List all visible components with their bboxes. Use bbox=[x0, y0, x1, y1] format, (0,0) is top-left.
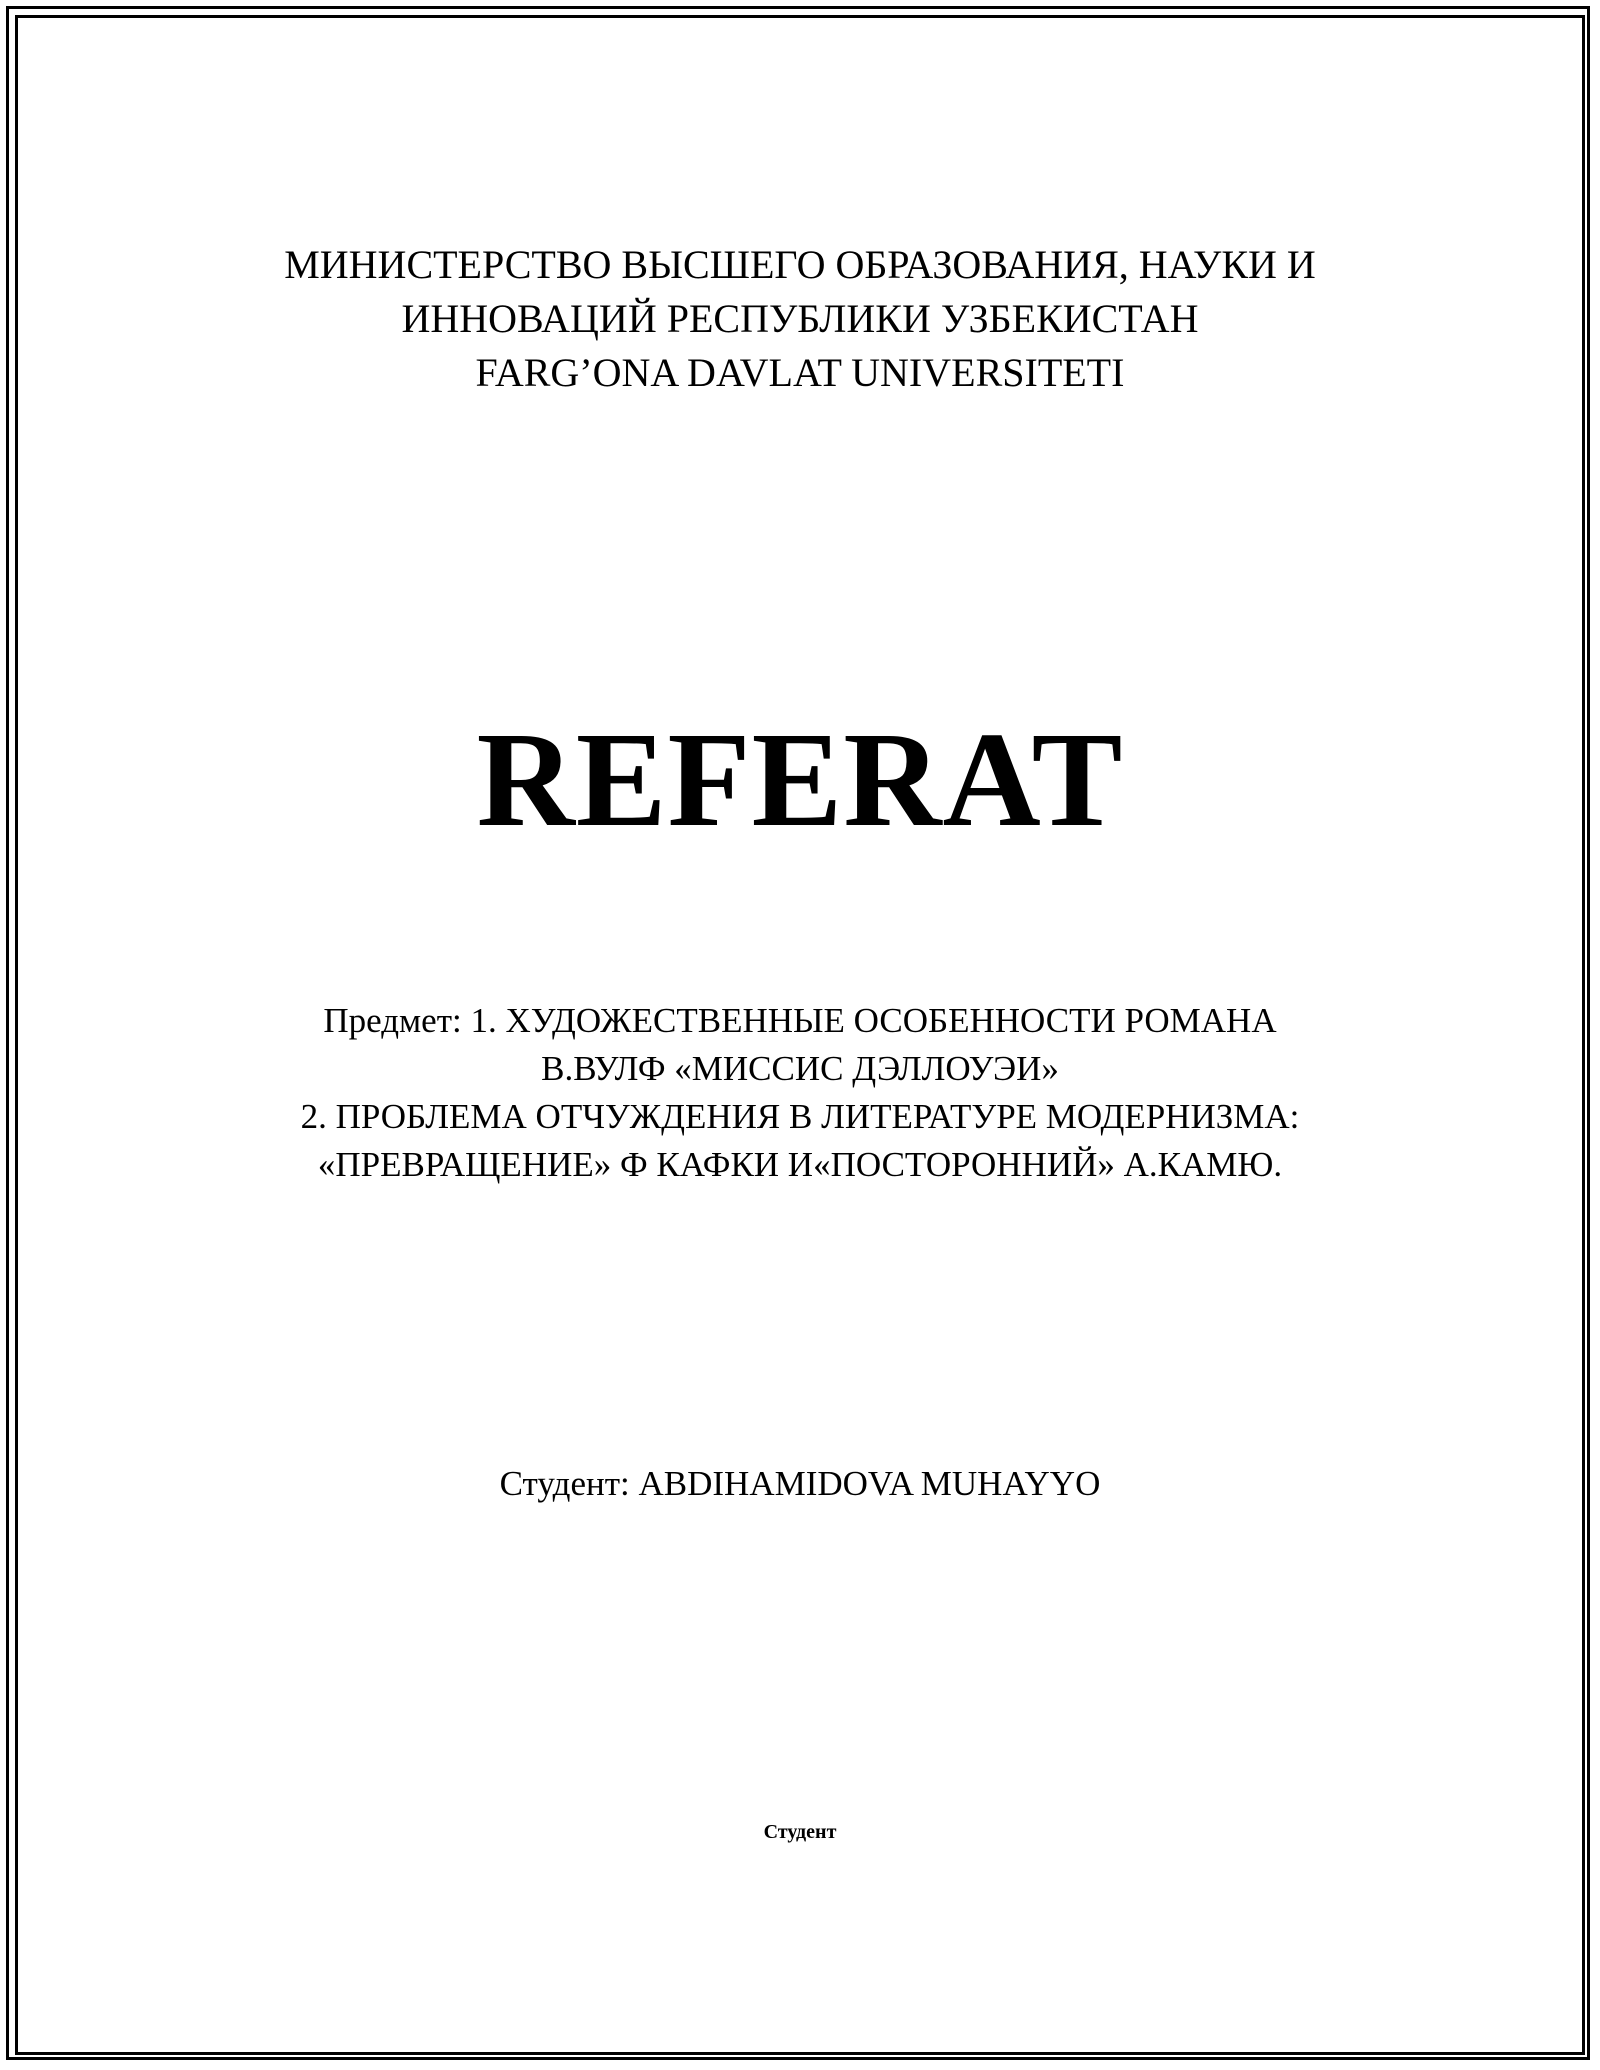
ministry-line-2: ИННОВАЦИЙ РЕСПУБЛИКИ УЗБЕКИСТАН bbox=[401, 296, 1199, 341]
subject-block bbox=[0, 997, 1600, 1189]
ministry-header bbox=[0, 238, 1600, 400]
subject-line-1: Предмет: 1. ХУДОЖЕСТВЕННЫЕ ОСОБЕННОСТИ РОМАНА bbox=[323, 1001, 1277, 1040]
subject-line-4: «ПРЕВРАЩЕНИЕ» Ф КАФКИ И«ПОСТОРОННИЙ» А.КАМЮ. bbox=[317, 1145, 1283, 1184]
ministry-line-1: МИНИСТЕРСТВО ВЫСШЕГО ОБРАЗОВАНИЯ, НАУКИ И bbox=[284, 242, 1316, 287]
subject-line-2: В.ВУЛФ «МИССИС ДЭЛЛОУЭИ» bbox=[541, 1049, 1059, 1088]
document-title: REFERAT bbox=[476, 705, 1124, 855]
student-name: Студент: ABDIHAMIDOVA MUHAYYO bbox=[499, 1464, 1101, 1503]
subject-line-3: 2. ПРОБЛЕМА ОТЧУЖДЕНИЯ В ЛИТЕРАТУРЕ МОДЕРНИЗМА: bbox=[300, 1097, 1300, 1136]
university-name: FARG’ONA DAVLAT UNIVERSITETI bbox=[475, 350, 1125, 395]
footer-student-label: Студент bbox=[763, 1821, 837, 1843]
